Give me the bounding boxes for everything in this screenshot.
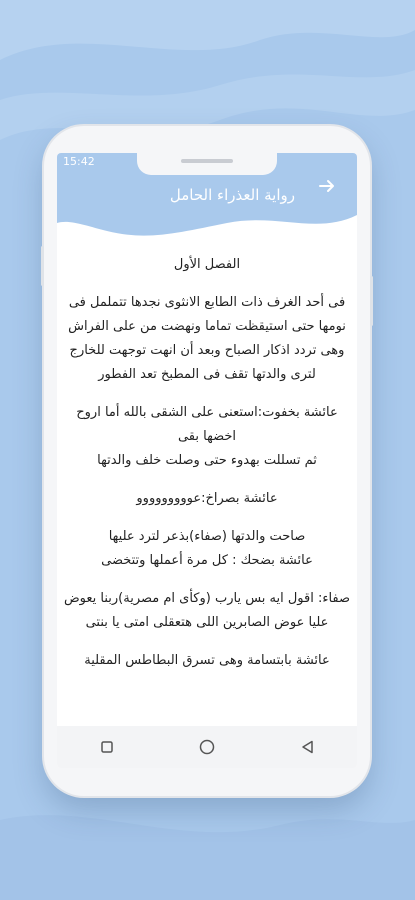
back-button[interactable]	[319, 179, 351, 211]
page-title: رواية العذراء الحامل	[169, 186, 295, 204]
screen	[57, 153, 357, 768]
status-time: 15:42	[63, 155, 95, 168]
phone-frame	[44, 126, 370, 796]
paragraph: عائشة بخفوت:استعنى على الشقى بالله أما اروح اخضها بقى	[76, 405, 338, 444]
chapter-title: الفصل الأول	[173, 257, 241, 272]
paragraph: عائشة بابتسامة وهى تسرق البطاطس المقلية	[84, 653, 330, 668]
arrow-right-icon	[319, 179, 335, 193]
home-button[interactable]	[187, 729, 227, 765]
recents-button[interactable]	[87, 729, 127, 765]
volume-button	[41, 246, 44, 286]
speaker	[181, 159, 233, 163]
power-button	[370, 276, 373, 326]
circle-icon	[199, 739, 215, 755]
notch	[137, 153, 277, 175]
paragraph: عائشة بضحك : كل مرة أعملها وتتخضى	[101, 553, 313, 568]
paragraph: ثم تسللت بهدوء حتى وصلت خلف والدتها	[97, 453, 317, 468]
nav-back-button[interactable]	[287, 729, 327, 765]
chapter-content[interactable]	[63, 253, 351, 728]
square-icon	[101, 741, 113, 753]
paragraph: عائشة بصراخ:عووووووووو	[136, 491, 278, 506]
system-nav-bar	[57, 726, 357, 768]
paragraph: فى أحد الغرف ذات الطابع الانثوى نجدها تتململ فى نومها حتى استيقظت تماما ونهضت من على الفراش وهى تردد اذكار الصباح وبعد أن انهت توجهت للخارج لترى والدتها تقف فى المطبخ تعد الفطور	[68, 295, 346, 382]
triangle-back-icon	[301, 740, 314, 754]
paragraph: صفاء: اقول ايه بس يارب (وكأى ام مصرية)ربنا يعوض عليا عوض الصابرين اللى هتعقلى امتى يا بنتى	[63, 591, 351, 630]
paragraph: صاحت والدتها (صفاء)بذعر لترد عليها	[108, 529, 306, 544]
